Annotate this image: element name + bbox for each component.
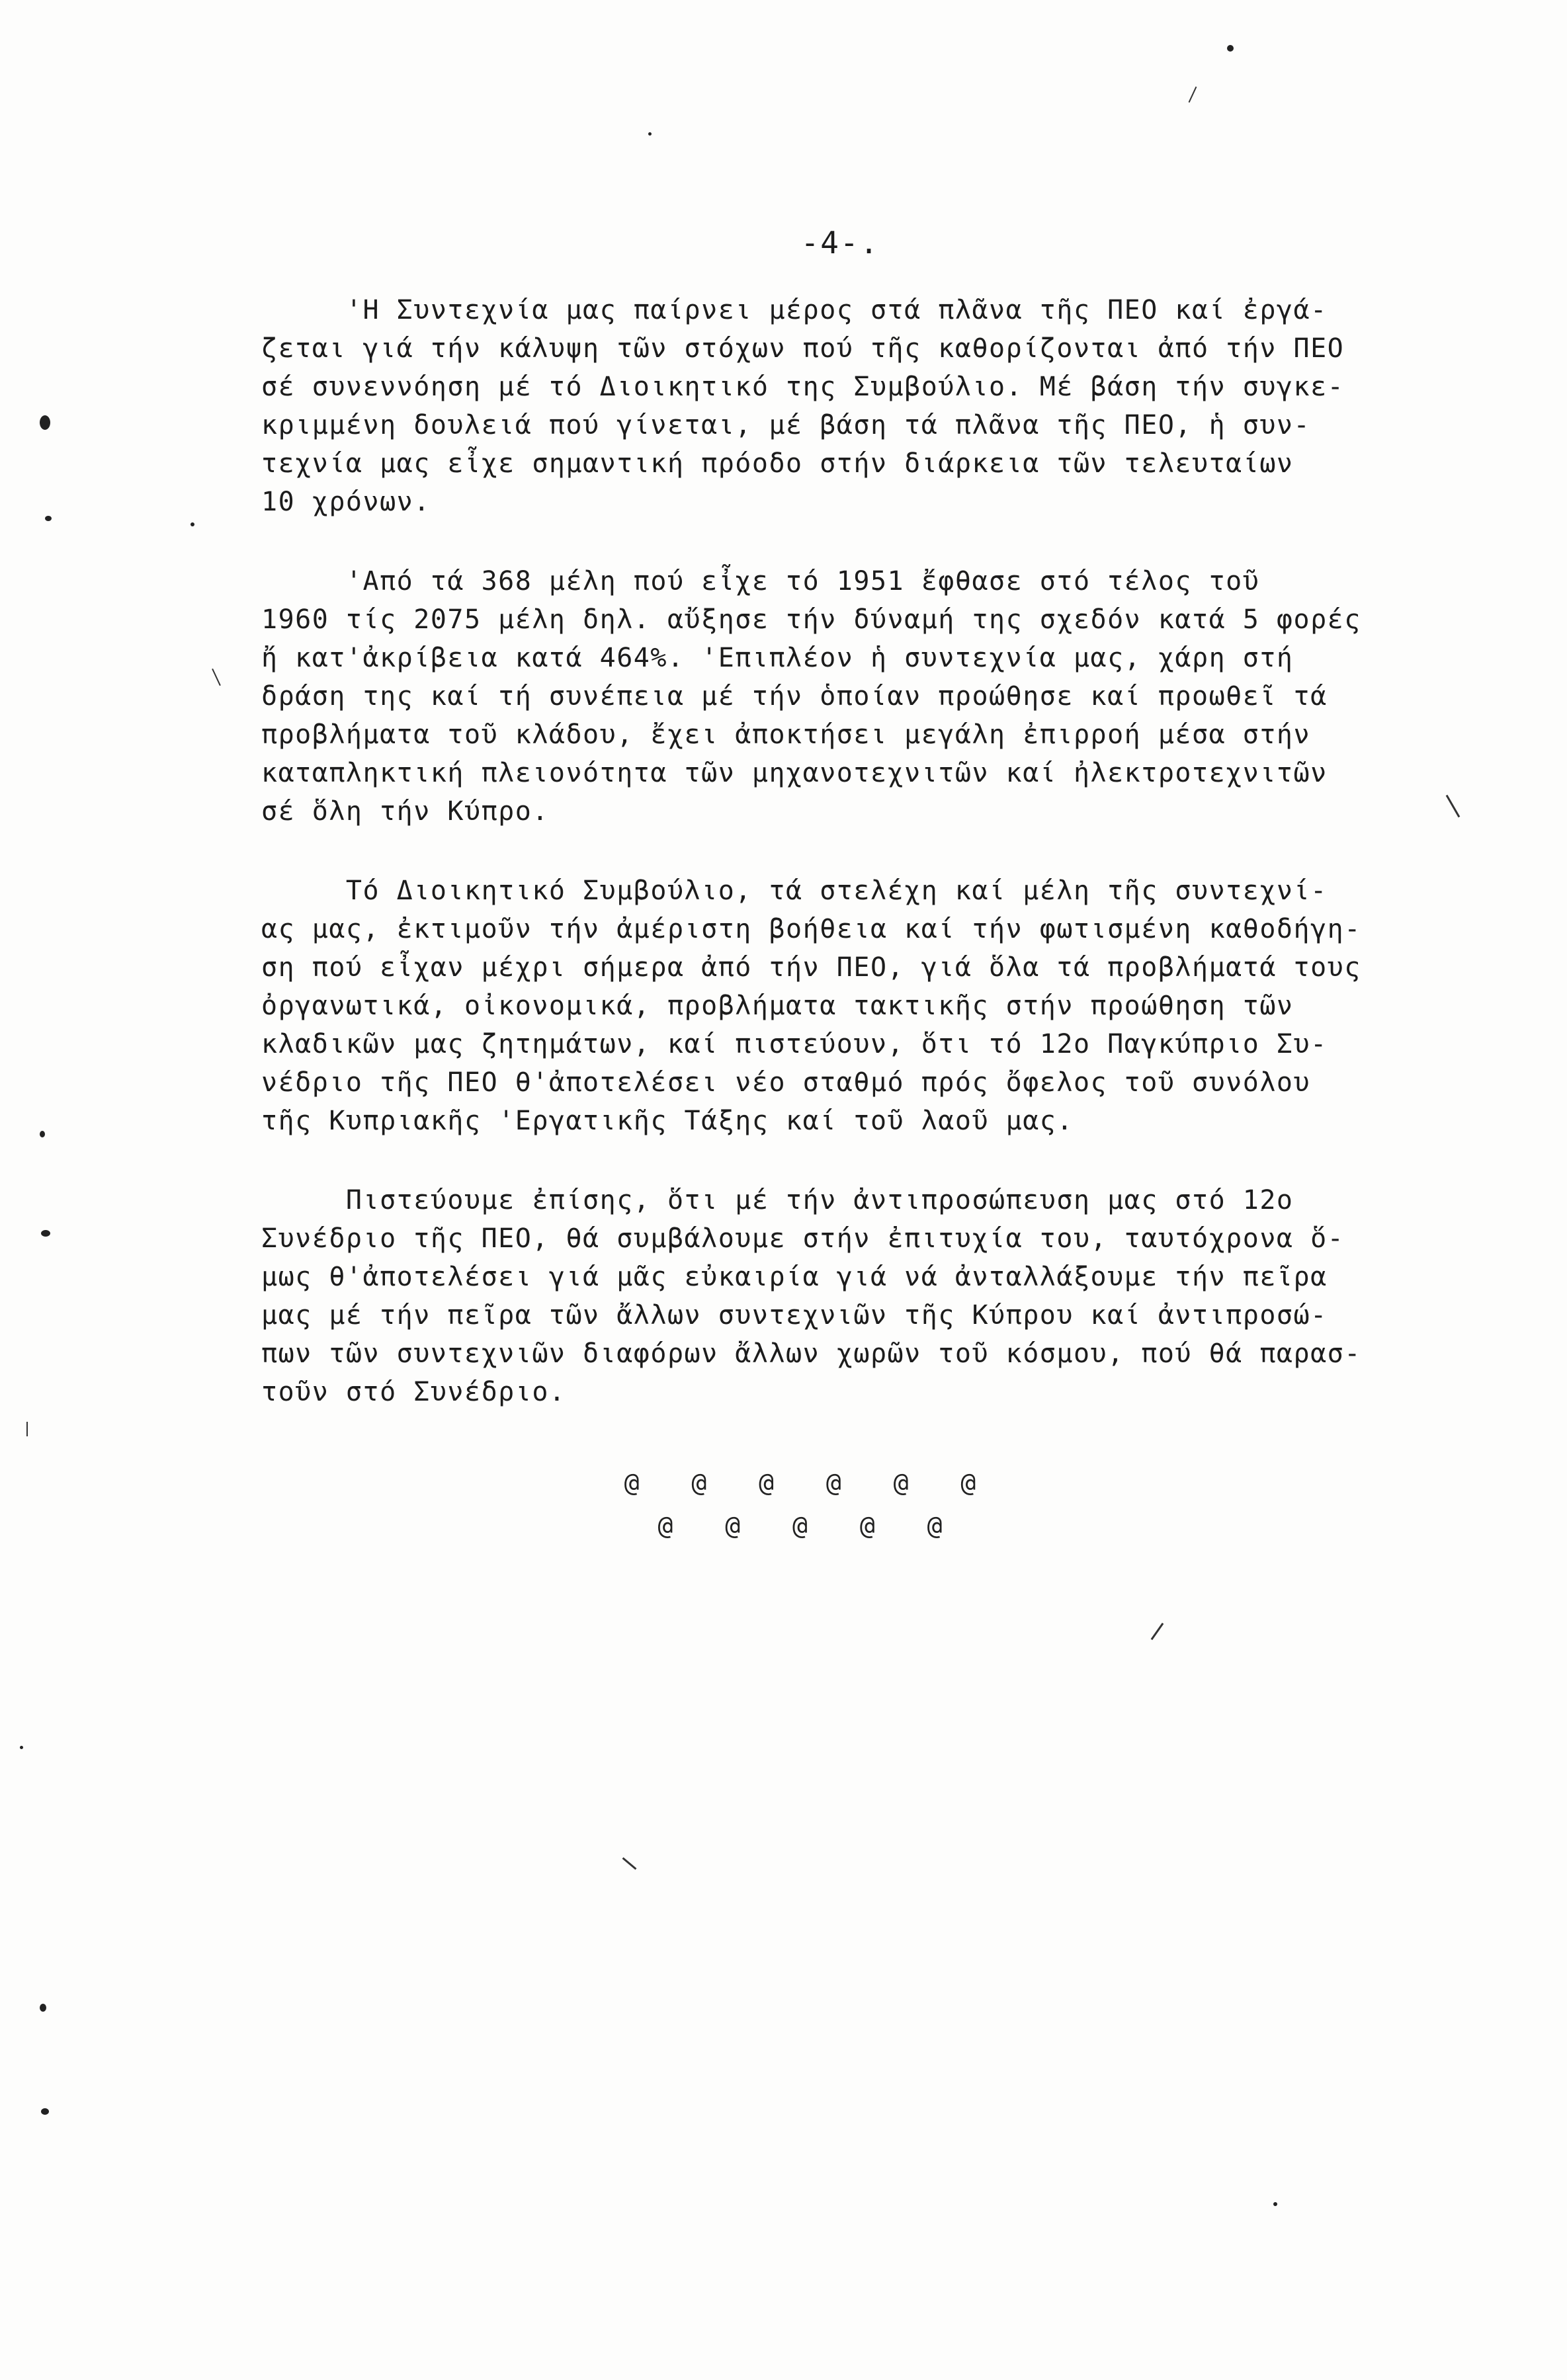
scan-speck [1273, 2202, 1277, 2206]
scan-speck [41, 2108, 49, 2115]
text-line: ἤ κατ'ἀκρίβεια κατά 464%. 'Επιπλέον ἡ συντεχνία μας, χάρη στή [261, 643, 1294, 673]
scan-mark [1151, 1623, 1164, 1640]
text-line: ζεται γιά τήν κάλυψη τῶν στόχων πού τῆς καθορίζονται ἀπό τήν ΠΕΟ [261, 333, 1345, 364]
text-line: ας μας, ἐκτιμοῦν τήν ἀμέριστη βοήθεια καί τήν φωτισμένη καθοδήγη- [261, 914, 1361, 944]
text-line: 'Η Συντεχνία μας παίρνει μέρος στά πλᾶνα τῆς ΠΕΟ καί ἐργά- [261, 295, 1328, 325]
scan-mark [26, 1422, 28, 1436]
text-line: καταπληκτική πλειονότητα τῶν μηχανοτεχνιτῶν καί ἠλεκτροτεχνιτῶν [261, 758, 1328, 788]
text-line: κριμμένη δουλειά πού γίνεται, μέ βάση τά πλᾶνα τῆς ΠΕΟ, ἡ συν- [261, 410, 1311, 440]
ornament-row: @ @ @ @ @ [657, 1511, 943, 1540]
scan-mark [622, 1857, 637, 1869]
scan-speck [648, 132, 652, 136]
text-line: σέ συνεννόηση μέ τό Διοικητικό της Συμβούλιο. Μέ βάση τήν συγκε- [261, 372, 1345, 402]
text-line: ὀργανωτικά, οἰκονομικά, προβλήματα τακτικῆς στήν προώθηση τῶν [261, 991, 1294, 1021]
text-line: 1960 τίς 2075 μέλη δηλ. αὔξησε τήν δύναμή της σχεδόν κατά 5 φορές [261, 604, 1361, 635]
text-line: Πιστεύουμε ἐπίσης, ὅτι μέ τήν ἀντιπροσώπευση μας στό 12ο [261, 1185, 1294, 1215]
text-line: τῆς Κυπριακῆς 'Εργατικῆς Τάξης καί τοῦ λαοῦ μας. [261, 1106, 1074, 1136]
text-line: δράση της καί τή συνέπεια μέ τήν ὁποίαν προώθησε καί προωθεῖ τά [261, 681, 1328, 712]
paragraph-2 [261, 562, 1412, 831]
paragraph-4 [261, 1181, 1412, 1411]
scan-mark [1189, 87, 1197, 103]
text-line: ση πού εἶχαν μέχρι σήμερα ἀπό τήν ΠΕΟ, γιά ὅλα τά προβλήματά τους [261, 952, 1361, 983]
ornament-row: @ @ @ @ @ @ [624, 1468, 976, 1497]
text-line: 10 χρόνων. [261, 487, 431, 517]
scan-speck [41, 1230, 50, 1237]
scan-speck [40, 2004, 46, 2012]
scan-speck [45, 516, 52, 521]
scan-speck [40, 415, 50, 430]
scan-mark [1446, 795, 1461, 817]
text-line: Συνέδριο τῆς ΠΕΟ, θά συμβάλουμε στήν ἐπιτυχία του, ταυτόχρονα ὅ- [261, 1223, 1345, 1254]
scan-speck [20, 1746, 23, 1749]
text-line: προβλήματα τοῦ κλάδου, ἔχει ἀποκτήσει μεγάλη ἐπιρροή μέσα στήν [261, 719, 1311, 750]
body-text [261, 291, 1412, 1452]
scan-mark [212, 669, 221, 686]
text-line: τεχνία μας εἶχε σημαντική πρόοδο στήν διάρκεια τῶν τελευταίων [261, 448, 1294, 479]
text-line: μως θ'ἀποτελέσει γιά μᾶς εὐκαιρία γιά νά ἀνταλλάξουμε τήν πεῖρα [261, 1262, 1328, 1292]
scan-speck [191, 522, 194, 526]
text-line: τοῦν στό Συνέδριο. [261, 1377, 566, 1407]
text-line: νέδριο τῆς ΠΕΟ θ'ἀποτελέσει νέο σταθμό πρός ὄφελος τοῦ συνόλου [261, 1067, 1311, 1098]
text-line: μας μέ τήν πεῖρα τῶν ἄλλων συντεχνιῶν τῆς Κύπρου καί ἀντιπροσώ- [261, 1300, 1328, 1331]
text-line: πων τῶν συντεχνιῶν διαφόρων ἄλλων χωρῶν τοῦ κόσμου, πού θά παρασ- [261, 1338, 1361, 1369]
text-line: 'Από τά 368 μέλη πού εἶχε τό 1951 ἔφθασε στό τέλος τοῦ [261, 566, 1260, 596]
paragraph-3 [261, 872, 1412, 1140]
scan-speck [1227, 45, 1234, 52]
text-line: Τό Διοικητικό Συμβούλιο, τά στελέχη καί μέλη τῆς συντεχνί- [261, 876, 1328, 906]
page-number: -4-. [800, 225, 880, 261]
paragraph-1 [261, 291, 1412, 521]
text-line: κλαδικῶν μας ζητημάτων, καί πιστεύουν, ὅτι τό 12ο Παγκύπριο Συ- [261, 1029, 1328, 1059]
scan-speck [40, 1131, 45, 1137]
text-line: σέ ὅλη τήν Κύπρο. [261, 796, 549, 827]
